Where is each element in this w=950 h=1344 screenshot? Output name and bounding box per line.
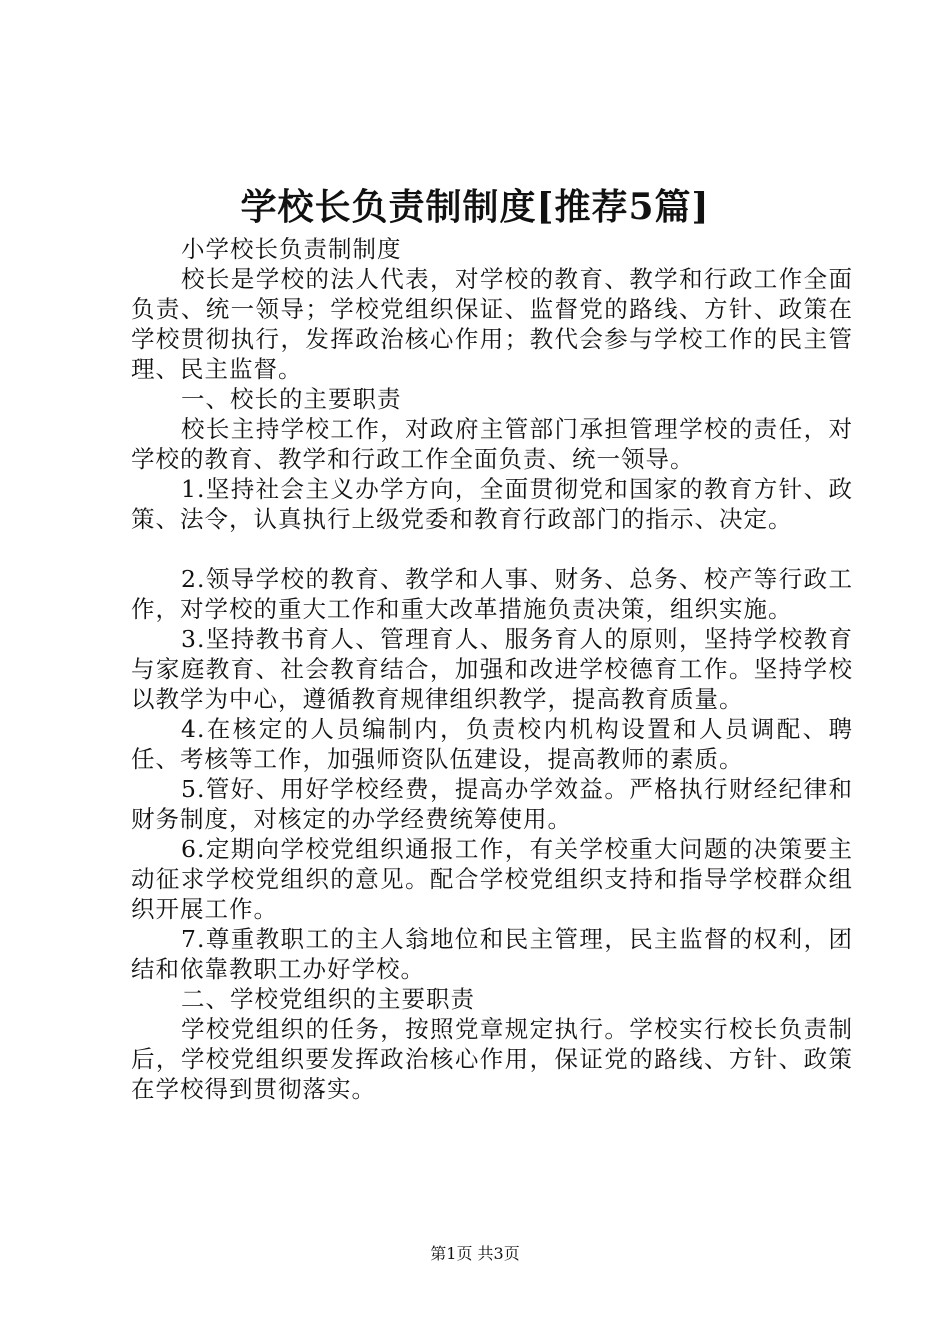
- section-heading: 二、学校党组织的主要职责: [181, 985, 475, 1013]
- list-item: 6.定期向学校党组织通报工作，有关学校重大问题的决策要主动征求学校党组织的意见。配合学校党组织支持和指导学校群众组织开展工作。: [131, 835, 853, 923]
- page-number-footer: 第1页 共3页: [430, 1244, 520, 1263]
- paragraph: 校长是学校的法人代表，对学校的教育、教学和行政工作全面负责、统一领导；学校党组织保证、监督党的路线、方针、政策在学校贯彻执行，发挥政治核心作用；教代会参与学校工作的民主管理、民主监督。: [131, 265, 853, 383]
- list-item: 7.尊重教职工的主人翁地位和民主管理，民主监督的权利，团结和依靠教职工办好学校。: [131, 925, 853, 983]
- list-item: 3.坚持教书育人、管理育人、服务育人的原则，坚持学校教育与家庭教育、社会教育结合，加强和改进学校德育工作。坚持学校以教学为中心，遵循教育规律组织教学，提高教育质量。: [131, 625, 853, 713]
- document-title: 学校长负责制制度[推荐5篇]: [240, 186, 710, 228]
- list-item: 4.在核定的人员编制内，负责校内机构设置和人员调配、聘任、考核等工作，加强师资队伍建设，提高教师的素质。: [131, 715, 853, 773]
- list-item: 5.管好、用好学校经费，提高办学效益。严格执行财经纪律和财务制度，对核定的办学经费统筹使用。: [131, 775, 853, 833]
- paragraph: 校长主持学校工作，对政府主管部门承担管理学校的责任，对学校的教育、教学和行政工作全面负责、统一领导。: [131, 415, 853, 473]
- section-heading: 一、校长的主要职责: [181, 385, 402, 413]
- paragraph: 小学校长负责制制度: [181, 235, 402, 263]
- list-item: 1.坚持社会主义办学方向，全面贯彻党和国家的教育方针、政策、法令，认真执行上级党委和教育行政部门的指示、决定。: [131, 475, 853, 533]
- list-item: 2.领导学校的教育、教学和人事、财务、总务、校产等行政工作，对学校的重大工作和重大改革措施负责决策，组织实施。: [131, 565, 853, 623]
- paragraph: 学校党组织的任务，按照党章规定执行。学校实行校长负责制后，学校党组织要发挥政治核心作用，保证党的路线、方针、政策在学校得到贯彻落实。: [131, 1015, 853, 1103]
- document-body: [131, 234, 853, 1104]
